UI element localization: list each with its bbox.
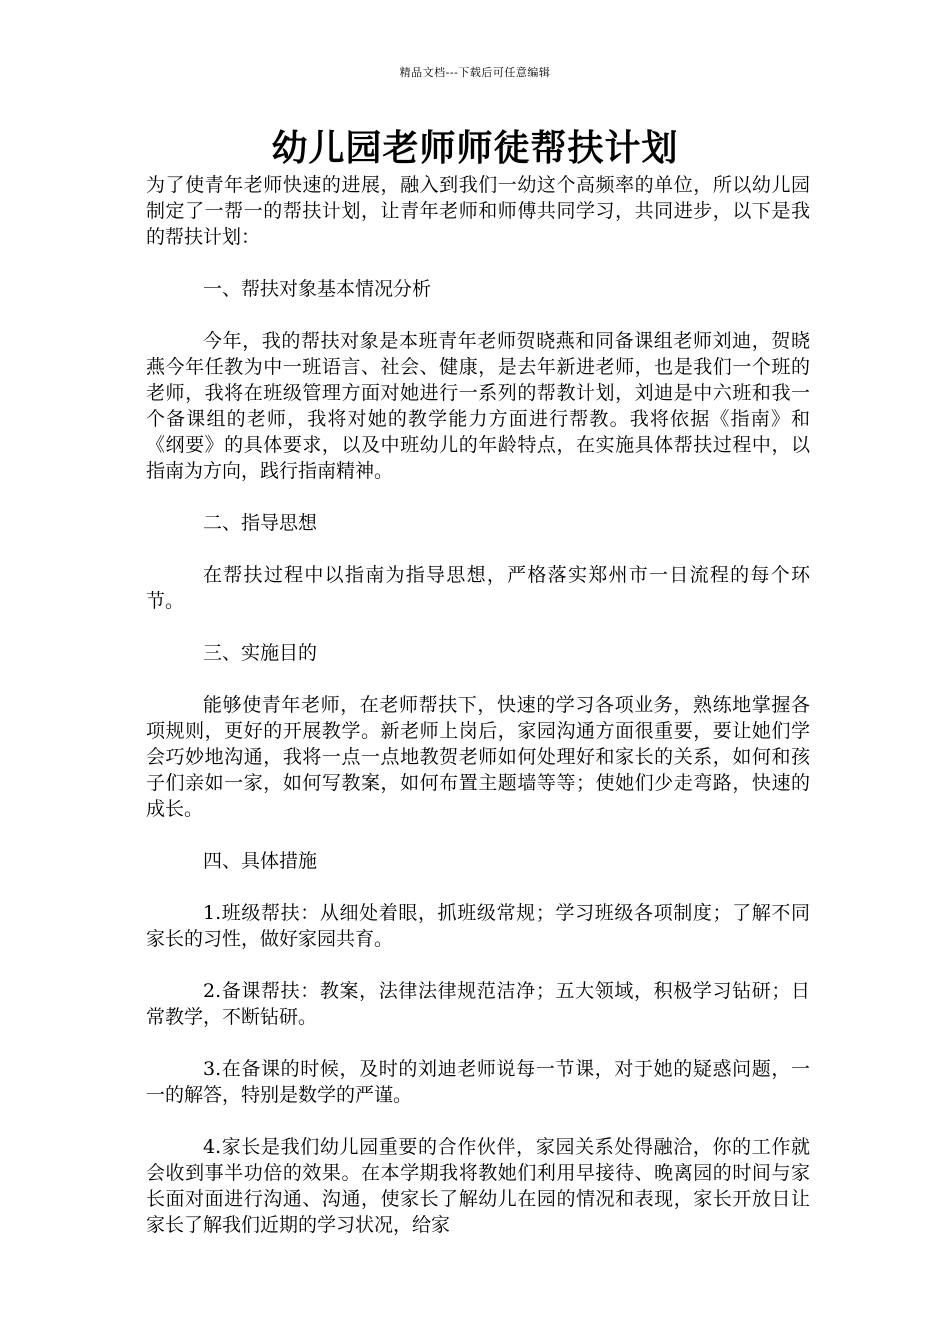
measure-item-2: 2.备课帮扶：教案，法律法律规范洁净；五大领域，积极学习钻研；日常教学，不断钻研。 (146, 980, 810, 1028)
section-heading-4: 四、具体措施 (203, 850, 318, 872)
intro-paragraph: 为了使青年老师快速的进展，融入到我们一幼这个高频率的单位，所以幼儿园制定了一帮一的帮扶计划，让青年老师和师傅共同学习，共同进步，以下是我的帮扶计划： (146, 174, 810, 248)
measure-item-4: 4.家长是我们幼儿园重要的合作伙伴，家园关系处得融洽，你的工作就会收到事半功倍的效果。在本学期我将教她们利用早接待、晚离园的时间与家长面对面进行沟通、沟通，使家长了解幼儿在园的情况和表现，家长开放日让家长了解我们近期的学习状况，给家 (146, 1136, 810, 1236)
document-title: 幼儿园老师师徒帮扶计划 (271, 127, 679, 169)
section-paragraph-3: 能够使青年老师，在老师帮扶下，快速的学习各项业务，熟练地掌握各项规则，更好的开展教学。新老师上岗后，家园沟通方面很重要，要让她们学会巧妙地沟通，我将一点一点地教贺老师如何处理好和家长的关系，如何和孩子们亲如一家，如何写教案，如何布置主题墙等等；使她们少走弯路，快速的成长。 (146, 694, 810, 820)
section-paragraph-2: 在帮扶过程中以指南为指导思想，严格落实郑州市一日流程的每个环节。 (146, 564, 810, 612)
section-heading-2: 二、指导思想 (203, 512, 318, 534)
section-paragraph-1: 今年，我的帮扶对象是本班青年老师贺晓燕和同备课组老师刘迪，贺晓燕今年任教为中一班语言、社会、健康，是去年新进老师，也是我们一个班的老师，我将在班级管理方面对她进行一系列的帮教计划，刘迪是中六班和我一个备课组的老师，我将对她的教学能力方面进行帮教。我将依据《指南》和《纲要》的具体要求，以及中班幼儿的年龄特点，在实施具体帮扶过程中，以指南为方向，践行指南精神。 (146, 330, 810, 482)
section-heading-3: 三、实施目的 (203, 642, 318, 664)
measure-item-3: 3.在备课的时候，及时的刘迪老师说每一节课，对于她的疑惑问题，一一的解答，特别是数学的严谨。 (146, 1058, 810, 1106)
document-body (146, 172, 810, 1264)
section-heading-1: 一、帮扶对象基本情况分析 (203, 278, 432, 300)
measure-item-1: 1.班级帮扶：从细处着眼，抓班级常规；学习班级各项制度；了解不同家长的习性，做好家园共育。 (146, 902, 810, 950)
page-header-note: 精品文档---下载后可任意编辑 (399, 66, 551, 79)
